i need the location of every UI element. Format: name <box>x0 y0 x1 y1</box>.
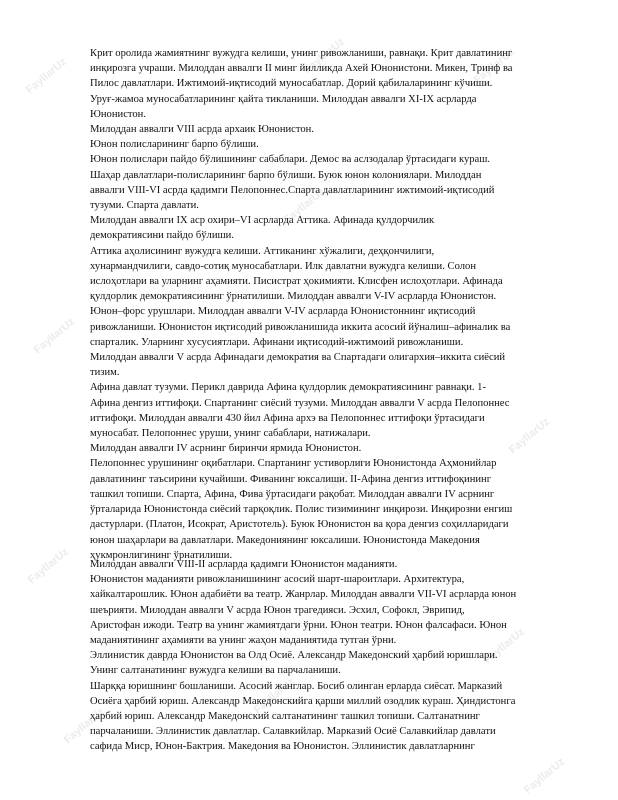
text-line: ҳукмронлигининг ўрнатилиши. <box>90 549 233 561</box>
text-line: аввалги VIII-VI асрда қадимги Пелопоннес.Спарта давлатларининг ижтимоий-иқтисодий <box>90 184 495 196</box>
text-line: Аристофан ижоди. Театр ва унинг жамиятдаги ўрни. Юнон театри. Юнон фалсафаси. Юнон <box>90 619 507 631</box>
watermark-text: FayllarUz <box>31 315 78 357</box>
watermark-text: FayllarUz <box>481 625 528 667</box>
text-line: Юнонистон. <box>90 108 146 120</box>
text-line: Милоддан аввалги VIII-II асрларда қадимги Юнонистон маданияти. <box>90 559 398 570</box>
text-line: муносабат. Пелопоннес уруши, унинг сабаблари, натижалари. <box>90 428 371 440</box>
text-line: Юнон полислари пайдо бўлишининг сабаблари. Демос ва аслзодалар ўртасидаги кураш. <box>90 154 491 166</box>
text-line: инқирозга учраши. Милоддан аввалги II минг йилликда Ахей Юнонистони. Микен, Тринф ва <box>90 63 513 75</box>
text-line: ўрталарида Юнонистонда сиёсий тарқоқлик. Полис тизимининг инқирози. Инқирозни енгиш <box>90 504 513 516</box>
text-line: давлатининг таъсирини кучайиши. Фиванинг юксалиши. II-Афина денгиз иттифоқининг <box>90 473 492 485</box>
text-line: спарталик. Уларнинг хусусиятлари. Афинани иқтисодий-ижтимоий ривожланиши. <box>90 336 464 348</box>
watermark-text: FayllarUz <box>281 185 328 227</box>
text-line: Шаҳар давлатлари-полисларининг барпо бўлиши. Буюк юнон колониялари. Милоддан <box>90 169 482 181</box>
text-line: Унинг салтанатининг вужудга келиши ва парчаланиши. <box>90 665 341 677</box>
text-line: Милоддан аввалги IV асрнинг биринчи ярмида Юнонистон. <box>90 443 362 455</box>
text-line: Крит оролида жамиятнинг вужудга келиши, унинг ривожланиши, равнақи. Крит давлатининг <box>90 48 513 59</box>
text-line: шеърияти. Милоддан аввалги V асрда Юнон трагедияси. Эсхил, Софокл, Эврипид, <box>90 604 465 616</box>
text-section-1 <box>90 46 572 563</box>
text-line: Пилос давлатлари. Ижтимоий-иқтисодий муносабатлар. Дорий қабилаларининг кўчиши. <box>90 78 493 90</box>
text-line: ислоҳотлари ва уларнинг аҳамияти. Писистрат ҳокимияти. Клисфен ислоҳотлари. Афинада <box>90 276 503 288</box>
text-line: Пелопоннес урушининг оқибатлари. Спартанинг устиворлиги Юнонистонда Аҳмонийлар <box>90 458 497 470</box>
watermark-text: FayllarUz <box>251 675 298 717</box>
text-line: иттифоқи. Милоддан аввалги 430 йил Афина архэ ва Пелопоннес иттифоқи ўртасидаги <box>90 412 485 424</box>
text-line: Милоддан аввалги VIII асрда архаик Юнонистон. <box>90 124 314 136</box>
text-line: юнон шаҳарлари ва давлатлари. Македониянинг юксалиши. Юнонистонда Македония <box>90 534 480 546</box>
text-line: Юнон полисларининг барпо бўлиши. <box>90 139 259 151</box>
text-line: ташкил топиши. Спарта, Афина, Фива ўртасидаги рақобат. Милоддан аввалги IV асрнинг <box>90 488 495 500</box>
text-line: Афина денгиз иттифоқи. Спартанинг сиёсий тузуми. Милоддан аввалги V асрда Пелопоннес <box>90 397 510 409</box>
text-line: Аттика аҳолисининг вужудга келиши. Аттиканинг хўжалиги, деҳқончилиги, <box>90 245 435 257</box>
watermark-text: FayllarUz <box>321 455 368 497</box>
text-line: Осиёга ҳарбий юриш. Александр Македонскийга қарши миллий озодлик кураш. Ҳиндистонга <box>90 695 516 707</box>
watermark-text: FayllarUz <box>471 45 518 87</box>
watermark-text: FayllarUz <box>301 35 348 77</box>
text-line: қулдорлик демократиясининг ўрнатилиши. Милоддан аввалги V-IV асрларда Юнонистон. <box>90 291 497 303</box>
text-line: Шарққа юришнинг бошланиши. Асосий жанглар. Босиб олинган ерларда сиёсат. Марказий <box>90 680 503 692</box>
text-line: хунармандчилиги, савдо-сотиқ муносабатлари. Илк давлатни вужудга келиши. Солон <box>90 260 476 272</box>
text-line: Уруғ-жамоа муносабатларининг қайта тикланиши. Милоддан аввалги XI-IX асрларда <box>90 93 477 105</box>
watermark-text: FayllarUz <box>506 415 553 457</box>
text-line: хайкалтарошлик. Юнон адабиёти ва театр. Жанрлар. Милоддан аввалги VII-VI асрларда юнон <box>90 589 517 601</box>
text-line: Милоддан аввалги V асрда Афинадаги демократия ва Спартадаги олигархия–иккита сиёсий <box>90 352 506 364</box>
text-line: Юнонистон маданияти ривожланишининг асосий шарт-шароитлари. Архитектура, <box>90 574 465 586</box>
text-line: демократиясини пайдо бўлиши. <box>90 230 234 242</box>
watermark-text: FayllarUz <box>25 545 72 587</box>
text-line: маданиятининг аҳамияти ва унинг жаҳон маданиятида тутган ўрни. <box>90 635 397 647</box>
text-line: парчаланиши. Эллинистик давлатлар. Салавкийлар. Марказий Осиё Салавкийлар давлати <box>90 726 496 738</box>
text-line: тузуми. Спарта давлати. <box>90 200 199 212</box>
text-section-2 <box>90 557 572 755</box>
text-line: дастурлари. (Платон, Исократ, Аристотель). Буюк Юнонистон ва қора денгиз соҳилларидаги <box>90 519 509 531</box>
text-line: Милоддан аввалги IX аср охири–VI асрларда Аттика. Афинада қулдорчилик <box>90 215 435 227</box>
watermark-text: FayllarUz <box>61 705 108 747</box>
text-line: Эллинистик даврда Юнонистон ва Олд Осиё. Александр Македонский ҳарбий юришлари. <box>90 650 498 662</box>
text-line: Афина давлат тузуми. Перикл даврида Афина қулдорлик демократиясининг равнақи. 1- <box>90 382 487 394</box>
text-line: сафида Миср, Юнон-Бактрия. Македония ва Юнонистон. Эллинистик давлатларнинг <box>90 741 475 753</box>
watermark-text: FayllarUz <box>521 755 568 797</box>
text-line: ҳарбий юриш. Александр Македонский салтанатининг ташкил топиши. Салтанатнинг <box>90 711 480 723</box>
watermark-text: FayllarUz <box>23 55 70 97</box>
text-line: Юнон–форс урушлари. Милоддан аввалги V-IV асрларда Юнонистоннинг иқтисодий <box>90 306 476 318</box>
text-line: ривожланиши. Юнонистон иқтисодий ривожланишида иккита асосий йўналиш–афиналик ва <box>90 321 511 333</box>
text-line: тизим. <box>90 367 120 379</box>
